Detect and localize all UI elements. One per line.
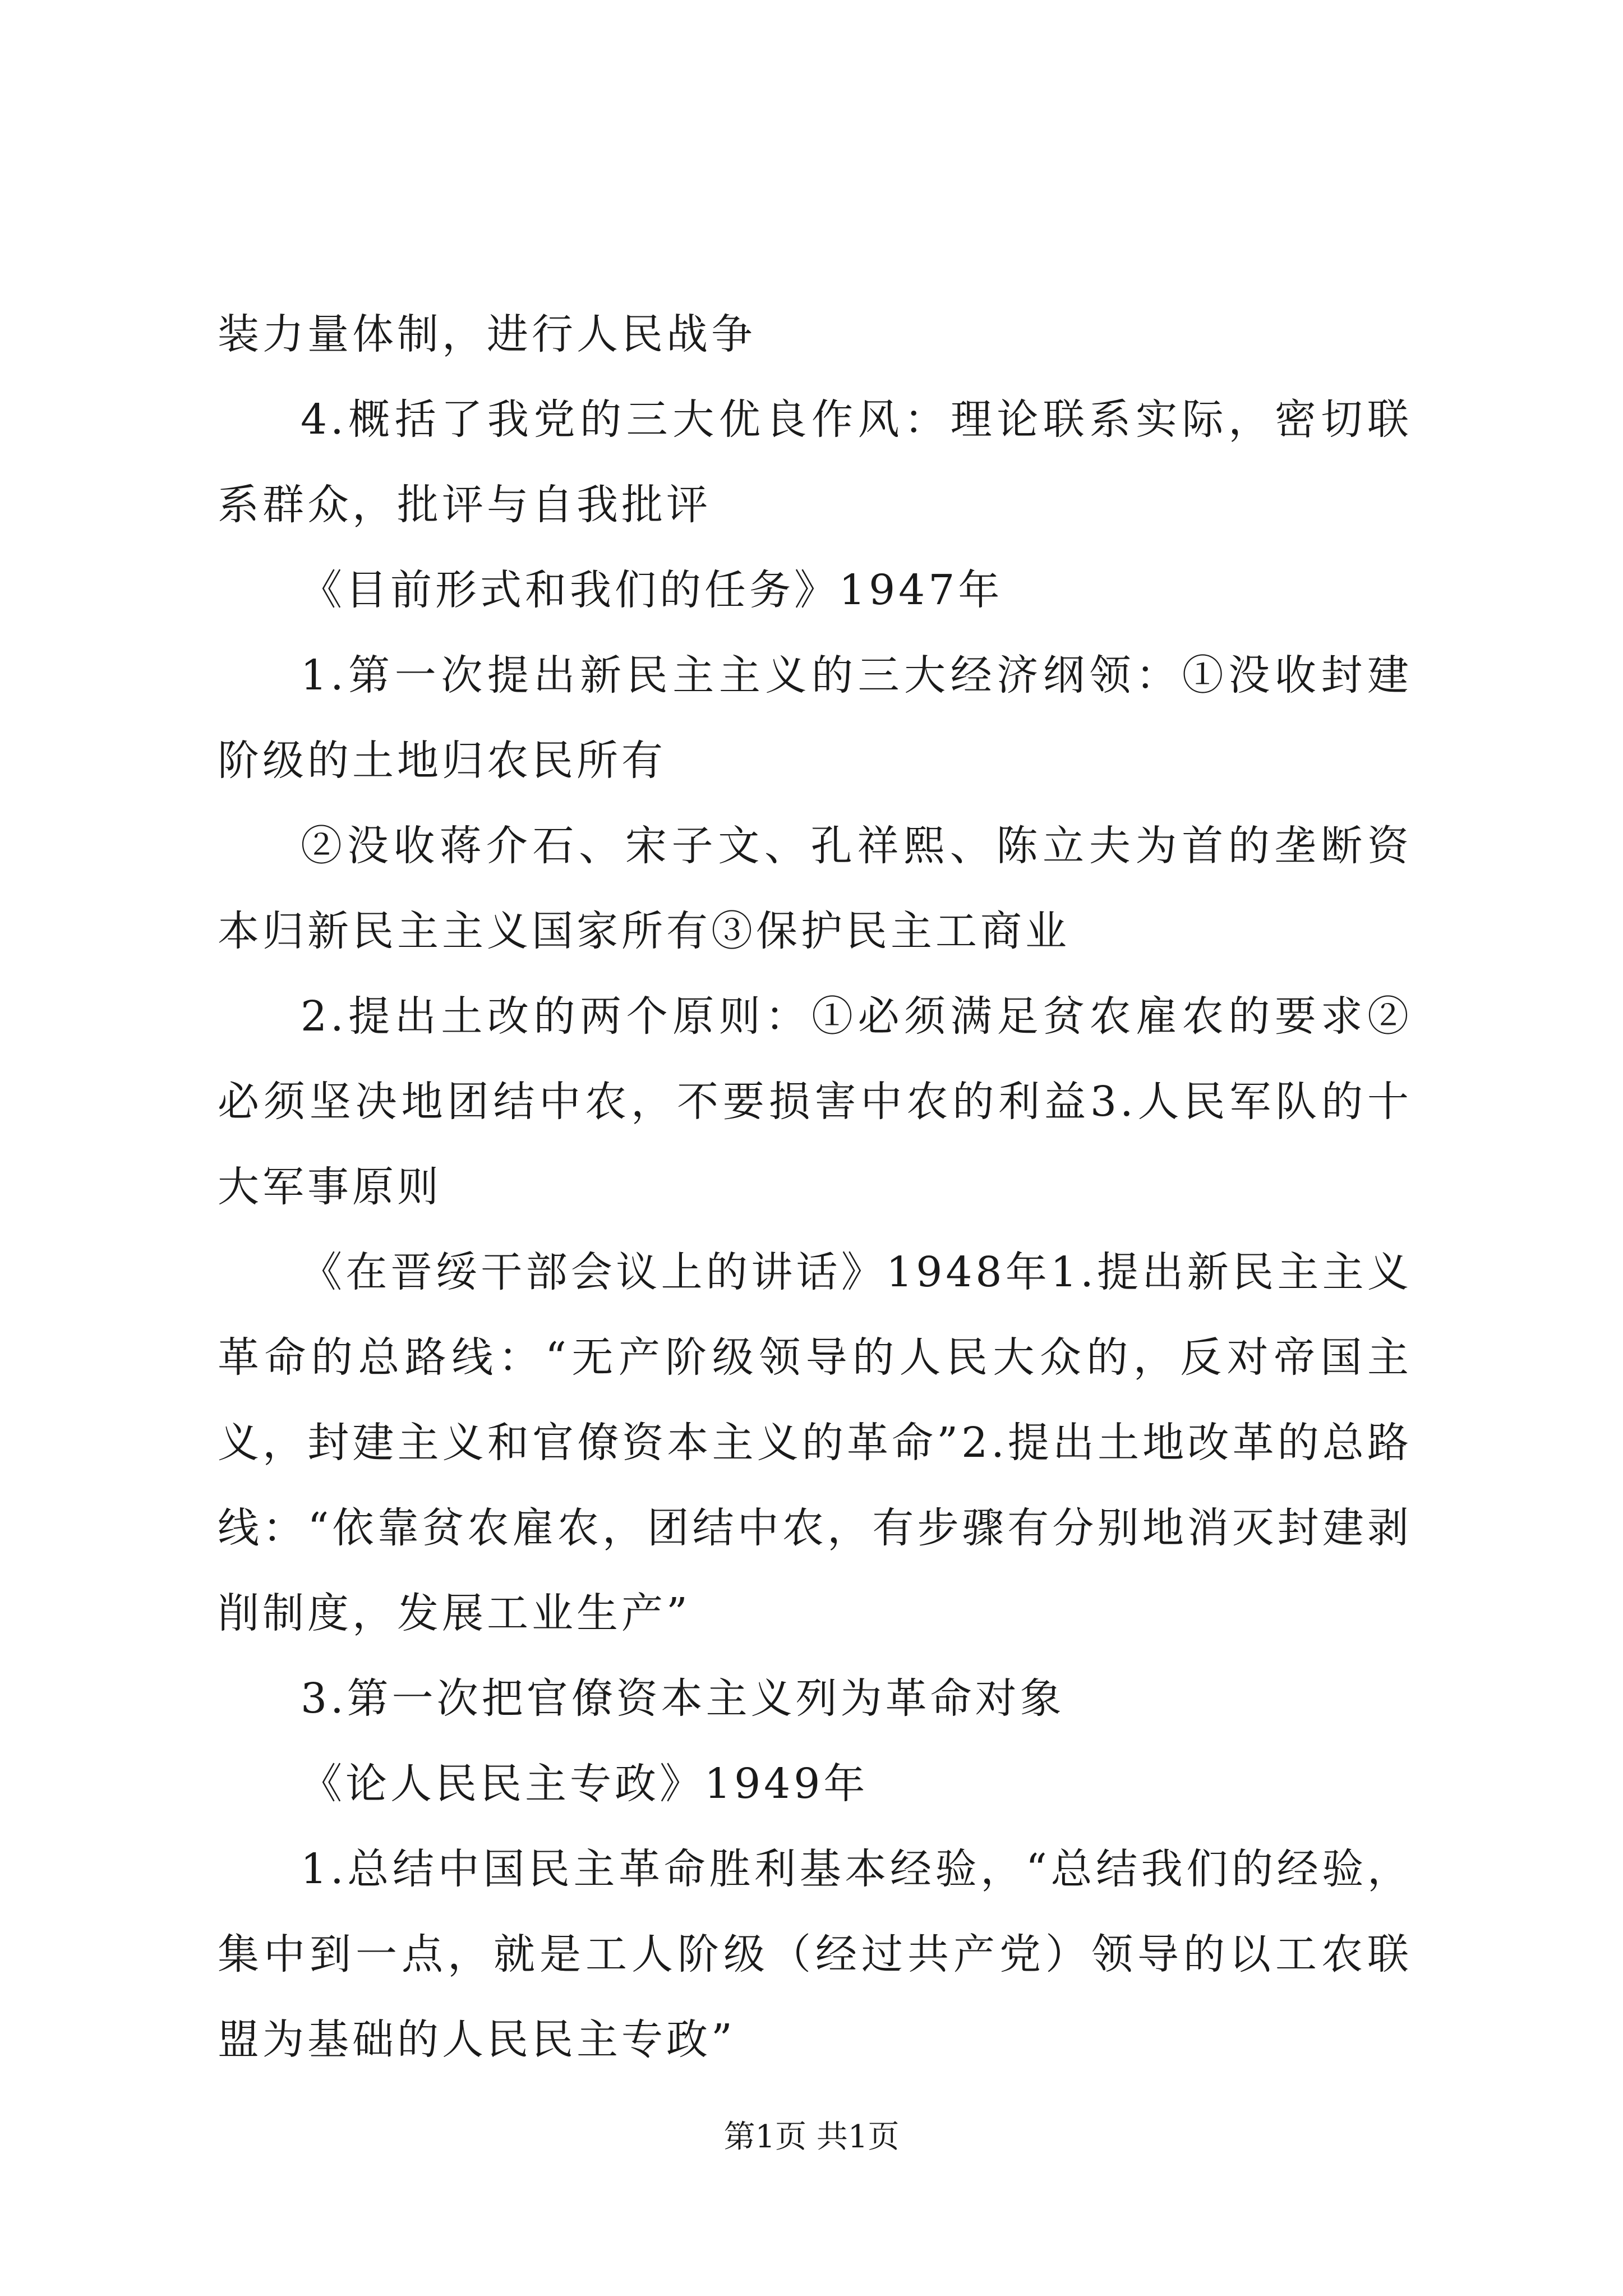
page-footer: 第1页 共1页 xyxy=(723,2119,900,2155)
paragraph-4: 1.第一次提出新民主主义的三大经济纲领：①没收封建阶级的土地归农民所有 xyxy=(218,651,1412,785)
paragraph-6: 2.提出土改的两个原则：①必须满足贫农雇农的要求②必须坚决地团结中农，不要损害中农的利益3.人民军队的十大军事原则 xyxy=(218,992,1412,1211)
paragraph-8: 3.第一次把官僚资本主义列为革命对象 xyxy=(301,1674,1065,1723)
paragraph-9: 《论人民民主专政》1949年 xyxy=(301,1760,869,1808)
paragraph-1: 装力量体制，进行人民战争 xyxy=(218,310,756,358)
paragraph-10: 1.总结中国民主革命胜利基本经验，“总结我们的经验，集中到一点，就是工人阶级（经过共产党）领导的以工农联盟为基础的人民民主专政” xyxy=(218,1845,1412,2064)
paragraph-5: ②没收蒋介石、宋子文、孔祥熙、陈立夫为首的垄断资本归新民主主义国家所有③保护民主工商业 xyxy=(218,822,1412,955)
paragraph-7: 《在晋绥干部会议上的讲话》1948年1.提出新民主主义革命的总路线：“无产阶级领导的人民大众的，反对帝国主义，封建主义和官僚资本主义的革命”2.提出土地改革的总路线：“依靠贫农雇农，团结中农，有步骤有分别地消灭封建剥削制度，发展工业生产” xyxy=(218,1248,1412,1637)
paragraph-2: 4.概括了我党的三大优良作风：理论联系实际，密切联系群众，批评与自我批评 xyxy=(218,395,1412,529)
document-body xyxy=(218,292,1412,2082)
paragraph-3: 《目前形式和我们的任务》1947年 xyxy=(301,566,1003,614)
